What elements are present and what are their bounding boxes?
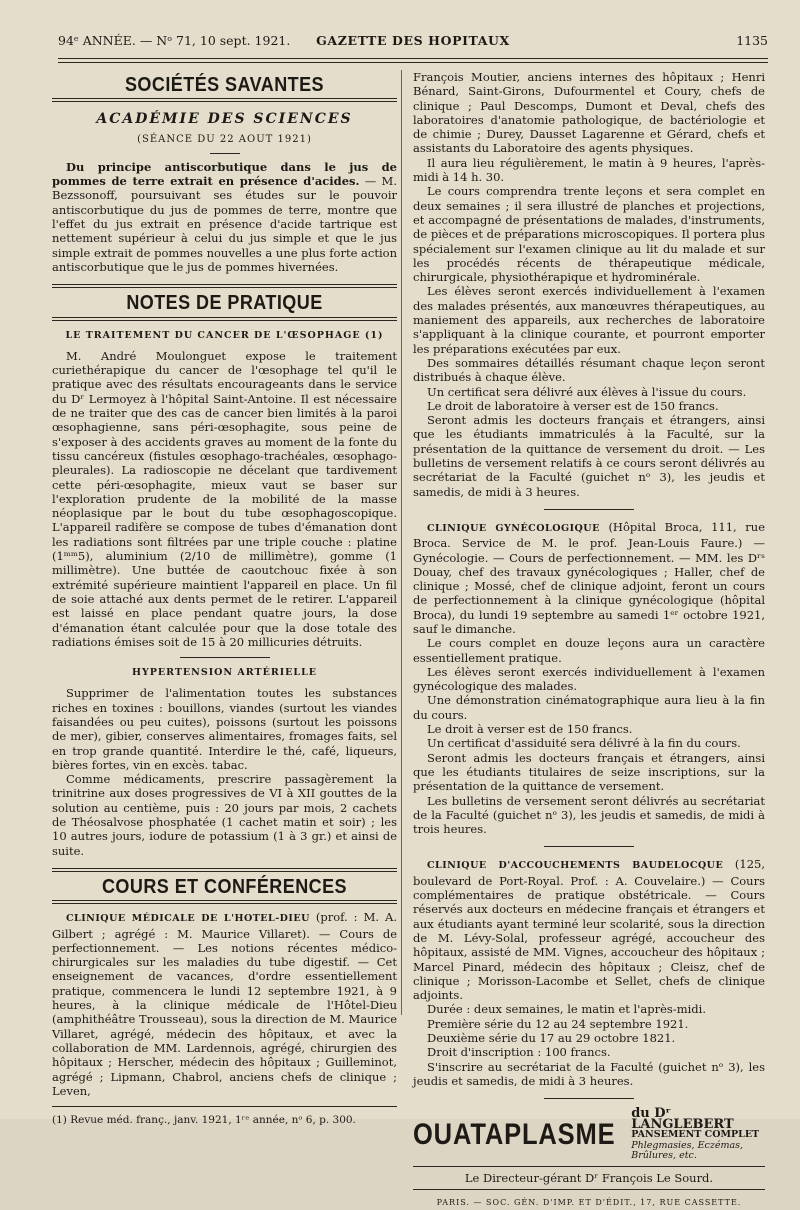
column-divider xyxy=(401,70,402,1015)
academy-title: ACADÉMIE DES SCIENCES xyxy=(96,111,353,128)
divider xyxy=(180,657,270,658)
ad-details xyxy=(631,1106,765,1162)
paragraph: Une démonstration cinématographique aura lieu à la fin du cours. xyxy=(413,693,765,722)
paragraph-body: (125, boulevard de Port-Royal. Prof. : A. Couvelaire.) — Cours complémentaires de pratique obstétricale. — Cours réservés aux docteurs en médecine français et étrangers et aux étudiants ayant terminé leur scolarité, sous la direction de M. Lévy-Solal, professeur agrégé, accoucheur des hôpitaux, assisté de MM. Vignes, accoucheur des hôpitaux ; Marcel Pinard, médecin des hôpitaux ; Cleisz, chef de clinique ; Morisson-Lacombe et Sellet, chefs de clinique adjoints. xyxy=(413,857,765,1003)
divider xyxy=(413,1166,765,1167)
paragraph: Les élèves seront exercés individuellement à l'examen des malades présentés, aux manœuvres thérapeutiques, au maniement des appareils, aux recherches de laboratoire s'appliquant à la clinique courante, et pourront emporter les préparations exécutées par eux. xyxy=(413,284,765,356)
paragraph: Le droit de laboratoire à verser est de 150 francs. xyxy=(427,398,719,413)
paragraph: Supprimer de l'alimentation toutes les substances riches en toxines : bouillons, viandes (surtout les viandes faisandées ou peu cuites), poissons (surtout les poissons de mer), gibier, conserves alimentaires, fromages faits, sel en trop grande quantité. Interdire le thé, café, liqueurs, bières fortes, vin en excès. tabac. xyxy=(52,686,397,772)
divider xyxy=(413,1189,765,1190)
paragraph: Le cours complet en douze leçons aura un caractère essentiellement pratique. xyxy=(413,636,765,665)
paragraph: Les élèves seront exercés individuellement à l'examen gynécologique des malades. xyxy=(413,664,765,694)
ad-line: Phlegmasies, Eczémas, Brûlures, etc. xyxy=(631,1139,744,1162)
divider xyxy=(52,317,397,321)
subheading-hypertension: HYPERTENSION ARTÉRIELLE xyxy=(131,667,318,679)
divider xyxy=(544,1098,634,1099)
clinique-name: CLINIQUE GYNÉCOLOGIQUE xyxy=(427,522,600,534)
gerant-line: Le Directeur-gérant Dʳ François Le Sourd. xyxy=(464,1170,714,1185)
footnote-rule xyxy=(52,1106,397,1107)
divider xyxy=(52,98,397,102)
issue-info: 94ᵉ ANNÉE. — Nᵒ 71, 10 sept. 1921. xyxy=(58,33,291,48)
paragraph xyxy=(52,910,397,1098)
paragraph-body: (Hôpital Broca, 111, rue Broca. Service de M. le prof. Jean-Louis Faure.) — Gynécologie. — Cours de perfectionnement. — MM. les Dʳˢ Douay, chef des travaux gynécologiques ; Haller, chef de clinique ; Mossé, chef de clinique adjoint, feront un cours de perfectionnement à la clinique gynécologique (hôpital Broca), du lundi 19 septembre au samedi 1ᵉʳ octobre 1921, sauf le dimanche. xyxy=(413,519,766,636)
right-column xyxy=(413,70,765,1210)
paragraph: Seront admis les docteurs français et étrangers, ainsi que les étudiants titulaires de seize inscriptions, sur la présentation de la quittance de versement. xyxy=(413,750,765,794)
paragraph: S'inscrire au secrétariat de la Faculté (guichet nᵒ 3), les jeudis et samedis, de midi à 3 heures. xyxy=(413,1059,765,1088)
divider xyxy=(210,153,240,154)
section-title-societes: SOCIÉTÉS SAVANTES xyxy=(124,74,325,96)
paragraph: Les bulletins de versement seront délivrés au secrétariat de la Faculté (guichet nᵒ 3), les jeudis et samedis, de midi à trois heures. xyxy=(413,793,765,837)
paragraph xyxy=(413,520,765,636)
header-rule-thin xyxy=(58,62,768,63)
clinique-name: CLINIQUE D'ACCOUCHEMENTS BAUDELOCQUE xyxy=(427,860,724,872)
paragraph-body: (prof. : M. A. Gilbert ; agrégé : M. Maurice Villaret). — Cours de perfectionnement. — Les notions récentes médico-chirurgicales sur les maladies du tube digestif. — Cet enseignement de vacances, d'ordre essentiellement pratique, commencera le lundi 12 septembre 1921, à 9 heures, à la clinique médicale de l'Hôtel-Dieu (amphithéâtre Trousseau), sous la direction de M. Maurice Villaret, agrégé, médecin des hôpitaux, et avec la collaboration de MM. Lardennois, agrégé, chirurgien des hôpitaux ; Herscher, médecin des hôpitaux ; Guilleminot, agrégé ; Lipmann, Chabrol, anciens chefs de clinique ; Leven, xyxy=(52,910,397,1098)
paragraph: Comme médicaments, prescrire passagèrement la trinitrine aux doses progressives de VI à XII gouttes de la solution au centième, puis : 20 jours par mois, 2 cachets de Théosalvose phosphatée (1 cachet matin et soir) ; les 10 autres jours, iodure de potassium (1 à 3 gr.) et ainsi de suite. xyxy=(52,772,397,858)
paragraph: Durée : deux semaines, le matin et l'après-midi. xyxy=(427,1002,706,1017)
left-column xyxy=(52,70,397,1127)
section-title-notes: NOTES DE PRATIQUE xyxy=(126,292,323,315)
journal-title: GAZETTE DES HOPITAUX xyxy=(316,33,510,48)
paragraph: Le droit à verser est de 150 francs. xyxy=(427,722,633,737)
divider xyxy=(544,509,634,510)
imprint-line: PARIS. — SOC. GÉN. D'IMP. ET D'ÉDIT., 17, RUE CASSETTE. xyxy=(436,1197,742,1207)
paragraph: Un certificat sera délivré aux élèves à l'issue du cours. xyxy=(427,384,747,399)
academy-article xyxy=(52,160,397,274)
ad-brand: OUATAPLASME xyxy=(413,1118,616,1152)
page-number: 1135 xyxy=(736,33,768,48)
ad-line: PANSEMENT COMPLET xyxy=(631,1129,760,1141)
header-rule xyxy=(58,58,768,59)
subheading-oesophage: LE TRAITEMENT DU CANCER DE L'ŒSOPHAGE (1) xyxy=(65,329,384,341)
footnote: (1) Revue méd. franç., janv. 1921, 1ʳᵉ année, nᵒ 6, p. 300. xyxy=(52,1114,356,1127)
article-title: Du principe antiscorbutique dans le jus de pommes de terre extrait en présence d'acides. xyxy=(52,159,397,189)
paragraph: M. André Moulonguet expose le traitement curiethérapique du cancer de l'œsophage tel qu'il le pratique avec des résultats encourageants dans le service du Dʳ Lermoyez à l'hôpital Saint-Antoine. Il est nécessaire de ne traiter que des cas de cancer bien limités à la paroi œsophagienne, sans péri-œsophagite, sous peine de s'exposer à des accidents graves au moment de la fonte du tissu cancéreux (fistules œsophago-trachéales, œsophago-pleurales). La radioscopie ne décelant que tardivement cette péri-œsophagite, mieux vaut se baser sur l'exploration prudente de la mobilité de la masse néoplasique par le bout du tube œsophagoscopique. L'appareil radifère se compose de tubes d'émanation dont les radiations sont filtrées par une triple couche : platine (1ᵐᵐ5), aluminium (2/10 de millimètre), gomme (1 millimètre). Une buttée de caoutchouc fixée à son extrémité supérieure maintient l'appareil en place. Un fil de soie attaché aux dents permet de le retirer. L'appareil est laissé en place pendant quatre jours, la dose d'émanation étant calculée pour que la dose totale des radiations émises soit de 15 à 20 millicuries détruits. xyxy=(52,348,397,649)
ad-doctor: du Dʳ LANGLEBERT xyxy=(631,1106,734,1132)
paragraph: Première série du 12 au 24 septembre 1921. xyxy=(427,1016,689,1031)
advertisement xyxy=(413,1106,765,1162)
paragraph: Deuxième série du 17 au 29 octobre 1821. xyxy=(427,1031,676,1045)
paragraph: Il aura lieu régulièrement, le matin à 9 heures, l'après-midi à 14 h. 30. xyxy=(413,155,765,185)
seance-date: (SÉANCE DU 22 AOUT 1921) xyxy=(137,133,312,145)
paragraph xyxy=(413,857,765,1002)
divider xyxy=(544,846,634,847)
section-title-cours: COURS ET CONFÉRENCES xyxy=(101,875,348,898)
page-header xyxy=(58,33,768,53)
divider xyxy=(52,900,397,904)
paragraph: Le cours comprendra trente leçons et sera complet en deux semaines ; il sera illustré de planches et projections, et accompagné de présentations de malades, d'instruments, de pièces et de préparations microscopiques. Il portera plus spécialement sur l'examen clinique au lit du malade et sur les procédés récents de thérapeutique médicale, chirurgicale, physiothérapique et hydrominérale. xyxy=(413,184,765,285)
paragraph: Des sommaires détaillés résumant chaque leçon seront distribués à chaque élève. xyxy=(413,355,765,385)
clinique-name: CLINIQUE MÉDICALE DE L'HOTEL-DIEU xyxy=(66,913,310,925)
divider xyxy=(52,868,397,872)
paragraph: Droit d'inscription : 100 francs. xyxy=(427,1045,611,1060)
divider xyxy=(52,284,397,288)
paragraph: Seront admis les docteurs français et étrangers, ainsi que les étudiants immatriculés à la Faculté, sur la présentation de la quittance de versement du droit. — Les bulletins de versement relatifs à ce cours seront délivrés au secrétariat de la Faculté (guichet nᵒ 3), les jeudis et samedis, de midi à 3 heures. xyxy=(413,413,765,499)
article-body: — M. Bezssonoff, poursuivant ses études sur le pouvoir antiscorbutique du jus de pommes de terre, montre que l'effet du jus extrait en présence d'acide tartrique est nettement supérieur à celui du jus simple et que le jus simple extrait de pommes nouvelles a une plus forte action antiscorbutique que le jus de pommes hivernées. xyxy=(52,174,397,274)
paragraph: François Moutier, anciens internes des hôpitaux ; Henri Bénard, Saint-Girons, Dufourmentel et Coury, chefs de clinique ; Paul Descomps, Dumont et Deval, chefs des laboratoires d'anatomie pathologique, de bactériologie et de chimie ; Durey, Dausset Lagarenne et Gérard, chefs et assistants du Laboratoire des agents physiques. xyxy=(413,70,765,156)
paragraph: Un certificat d'assiduité sera délivré à la fin du cours. xyxy=(427,736,741,751)
